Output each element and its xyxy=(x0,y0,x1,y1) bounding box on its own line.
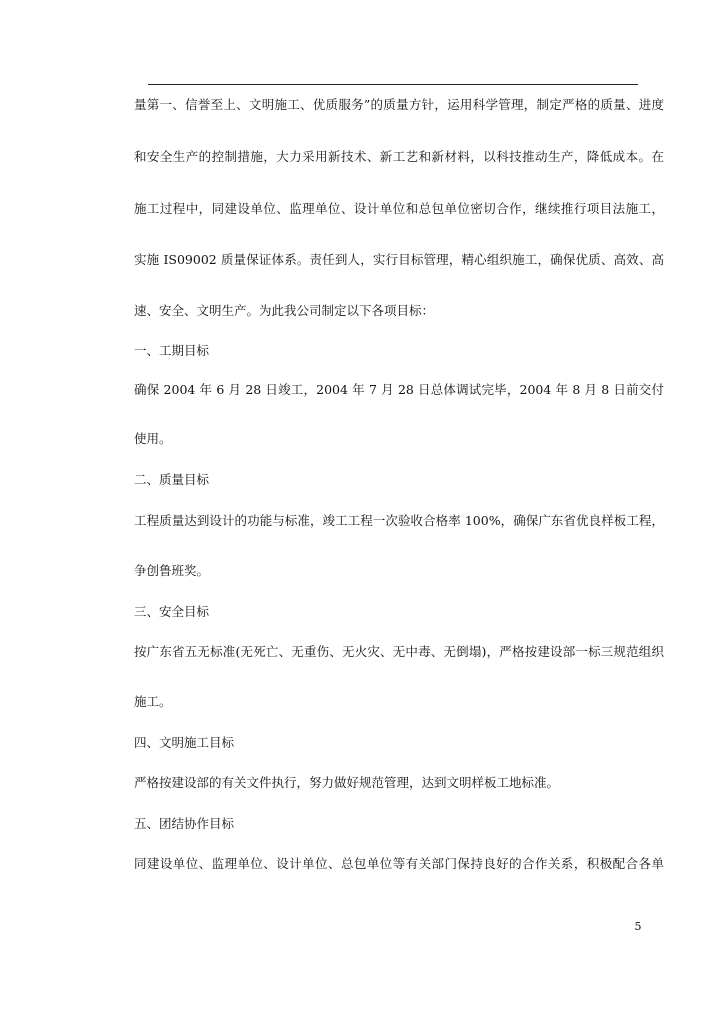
body-line-schedule-2: 使用。 xyxy=(134,431,172,446)
body-line-quality-2: 争创鲁班奖。 xyxy=(134,563,210,578)
body-line-quality-1: 工程质量达到设计的功能与标准，竣工工程一次验收合格率 100%，确保广东省优良样板工程， xyxy=(134,513,664,528)
body-line-1: 量第一、信誉至上、文明施工、优质服务”的质量方针，运用科学管理，制定严格的质量、进度 xyxy=(134,97,664,112)
body-line-schedule-1: 确保 2004 年 6 月 28 日竣工，2004 年 7 月 28 日总体调试完毕，2004 年 8 月 8 日前交付 xyxy=(134,382,664,397)
section-heading-cooperation: 五、团结协作目标 xyxy=(134,816,235,831)
body-line-2: 和安全生产的控制措施，大力采用新技术、新工艺和新材料，以科技推动生产，降低成本。在 xyxy=(134,149,664,164)
body-line-cooperation-1: 同建设单位、监理单位、设计单位、总包单位等有关部门保持良好的合作关系，积极配合各单 xyxy=(134,856,664,871)
body-line-3: 施工过程中，同建设单位、监理单位、设计单位和总包单位密切合作，继续推行项目法施工， xyxy=(134,201,664,216)
body-line-safety-2: 施工。 xyxy=(134,694,172,709)
body-line-5: 速、安全、文明生产。为此我公司制定以下各项目标： xyxy=(134,303,435,318)
section-heading-civilized: 四、文明施工目标 xyxy=(134,735,235,750)
body-line-4: 实施 IS09002 质量保证体系。责任到人，实行目标管理，精心组织施工，确保优质、高效、高 xyxy=(134,252,664,267)
section-heading-quality: 二、质量目标 xyxy=(134,472,210,487)
section-heading-safety: 三、安全目标 xyxy=(134,604,210,619)
header-rule xyxy=(148,84,638,85)
body-line-safety-1: 按广东省五无标准(无死亡、无重伤、无火灾、无中毒、无倒塌)，严格按建设部一标三规范组织 xyxy=(134,644,664,659)
section-heading-schedule: 一、工期目标 xyxy=(134,343,210,358)
page-number: 5 xyxy=(634,920,642,933)
body-line-civilized-1: 严格按建设部的有关文件执行，努力做好规范管理，达到文明样板工地标准。 xyxy=(134,775,560,790)
